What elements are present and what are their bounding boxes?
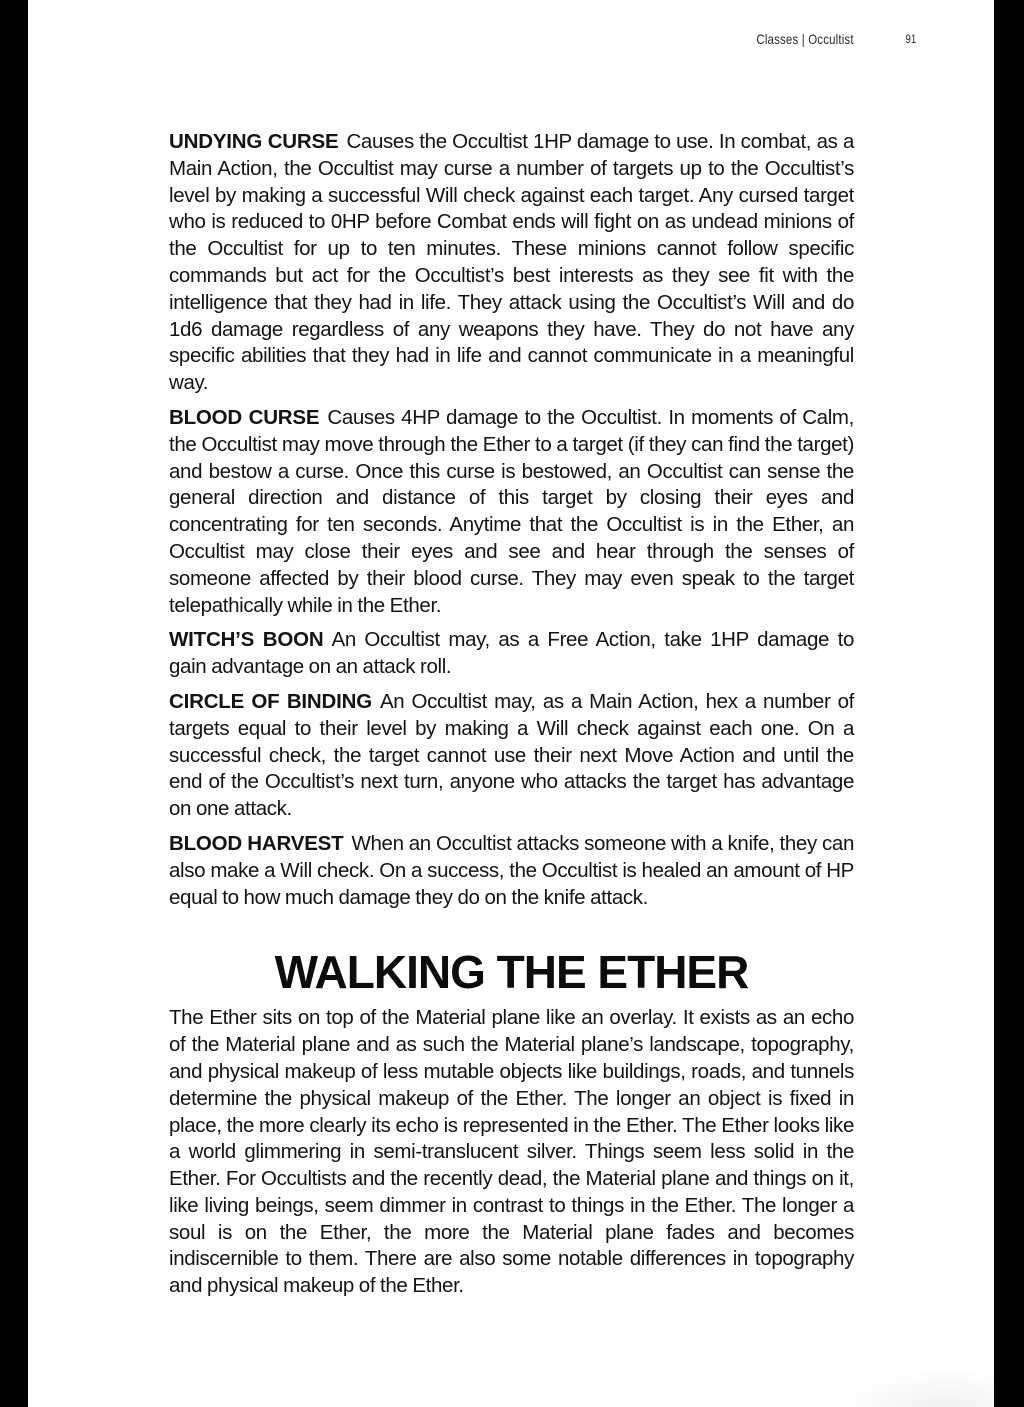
running-head: Classes | Occultist (756, 31, 854, 47)
ability-blood-harvest (169, 831, 854, 911)
ability-name: UNDYING CURSE (169, 130, 339, 153)
ability-name: BLOOD CURSE (169, 405, 320, 429)
book-page (28, 0, 994, 1407)
ability-name: BLOOD HARVEST (169, 831, 344, 855)
ability-circle-of-binding (169, 689, 854, 823)
ability-name: WITCH’S BOON (169, 628, 324, 652)
section-body: The Ether sits on top of the Material plane like an overlay. It exists as an echo of the Material plane and as such the Material plane’s landscape, topography, and physical makeup of less mutable objects like buildings, roads, and tunnels determine the physical makeup of the Ether. The longer an object is fixed in place, the more clearly its echo is represented in the Ether. The Ether looks like a world glimmering in semi-translucent silver. Things seem less solid in the Ether. For Occultists and the recently dead, the Material plane and things on it, like living beings, seem dimmer in contrast to things in the Ether. The longer a soul is on the Ether, the more the Material plane fades and becomes indiscernible to them. There are also some notable differences in topography and physical makeup of the Ether. (169, 1006, 854, 1298)
ability-description: When an Occultist attacks someone with a knife, they can also make a Will check. On a success, the Occultist is healed an amount of HP equal to how much damage they do on the knife attack. (169, 831, 855, 909)
ability-witchs-boon (169, 627, 854, 681)
ability-name: CIRCLE OF BINDING (169, 689, 372, 713)
ability-description: An Occultist may, as a Free Action, take 1HP damage to gain advantage on an attack roll. (169, 628, 854, 679)
page-corner-shading (834, 1367, 994, 1407)
ability-description: An Occultist may, as a Main Action, hex a number of targets equal to their level by making a Will check against each one. On a successful check, the target cannot use their next Move Action and until the end of the Occultist’s next turn, anyone who attacks the target has advantage on one attack. (169, 689, 855, 821)
section-title: WALKING THE ETHER (274, 946, 749, 999)
ability-description: Causes 4HP damage to the Occultist. In moments of Calm, the Occultist may move through the Ether to a target (if they can find the target) and bestow a curse. Once this curse is bestowed, an Occultist can sense the general direction and distance of this target by closing their eyes and concentrating for ten seconds. Anytime that the Occultist is in the Ether, an Occultist may close their eyes and see and hear through the senses of someone affected by their blood curse. They may even speak to the target telepathically while in the Ether. (169, 405, 855, 617)
ability-description: Causes the Occultist 1HP damage to use. In combat, as a Main Action, the Occultist may curse a number of targets up to the Occultist’s level by making a successful Will check against each target. Any cursed target who is reduced to 0HP before Combat ends will fight on as undead minions of the Occultist for up to ten minutes. These minions cannot follow specific commands but act for the Occultist’s best interests as they see fit with the intelligence that they had in life. They attack using the Occultist’s Will and do 1d6 damage regardless of any weapons they have. They do not have any specific abilities that they had in life and cannot communicate in a meaningful way. (169, 130, 854, 395)
ability-blood-curse (169, 405, 854, 619)
ability-undying-curse (169, 129, 854, 397)
page-content (169, 129, 854, 1300)
page-number: 91 (905, 32, 916, 46)
